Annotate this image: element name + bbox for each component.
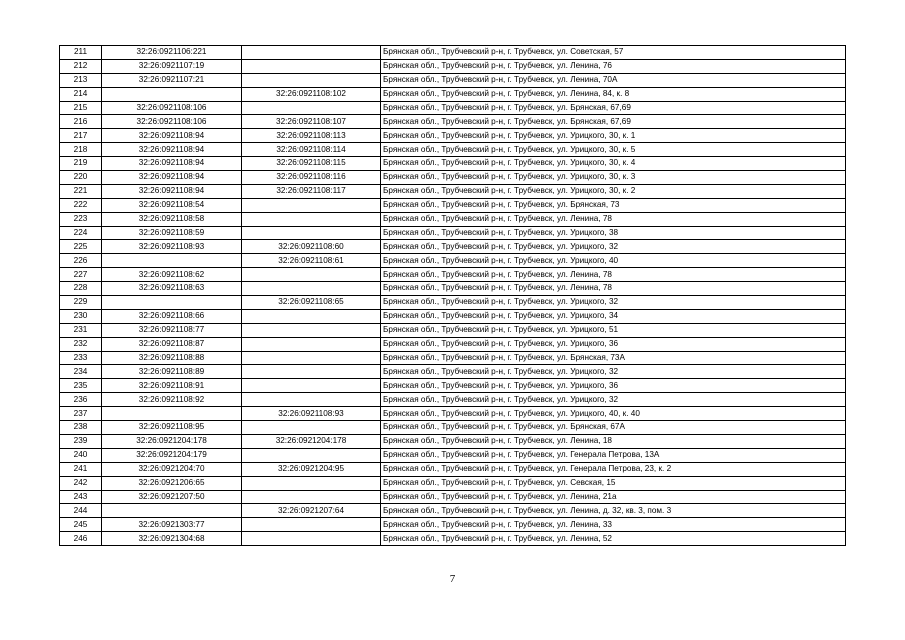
row-number-cell: 238 bbox=[60, 421, 102, 435]
address-cell: Брянская обл., Трубчевский р-н, г. Трубчевск, ул. Урицкого, 51 bbox=[381, 323, 846, 337]
table-row bbox=[60, 226, 846, 240]
cadastral-number-cell: 32:26:0921204:178 bbox=[102, 434, 242, 448]
row-number-cell: 225 bbox=[60, 240, 102, 254]
cadastral-number-cell: 32:26:0921304:68 bbox=[102, 532, 242, 546]
row-number-cell: 230 bbox=[60, 309, 102, 323]
address-cell: Брянская обл., Трубчевский р-н, г. Трубчевск, ул. Урицкого, 32 bbox=[381, 296, 846, 310]
cadastral-number-cell: 32:26:0921108:91 bbox=[102, 379, 242, 393]
table-row bbox=[60, 421, 846, 435]
address-cell: Брянская обл., Трубчевский р-н, г. Трубчевск, ул. Брянская, 67,69 bbox=[381, 115, 846, 129]
row-number-cell: 224 bbox=[60, 226, 102, 240]
linked-cadastral-number-cell bbox=[242, 365, 381, 379]
linked-cadastral-number-cell: 32:26:0921108:114 bbox=[242, 143, 381, 157]
linked-cadastral-number-cell bbox=[242, 198, 381, 212]
linked-cadastral-number-cell bbox=[242, 226, 381, 240]
linked-cadastral-number-cell bbox=[242, 448, 381, 462]
row-number-cell: 215 bbox=[60, 101, 102, 115]
row-number-cell: 234 bbox=[60, 365, 102, 379]
row-number-cell: 226 bbox=[60, 254, 102, 268]
cadastral-number-cell bbox=[102, 407, 242, 421]
cadastral-number-cell: 32:26:0921108:54 bbox=[102, 198, 242, 212]
address-cell: Брянская обл., Трубчевский р-н, г. Трубчевск, ул. Ленина, д. 32, кв. 3, пом. 3 bbox=[381, 504, 846, 518]
cadastral-number-cell: 32:26:0921108:106 bbox=[102, 115, 242, 129]
cadastral-number-cell: 32:26:0921108:93 bbox=[102, 240, 242, 254]
table-row bbox=[60, 184, 846, 198]
table-row bbox=[60, 157, 846, 171]
address-cell: Брянская обл., Трубчевский р-н, г. Трубчевск, ул. Советская, 57 bbox=[381, 46, 846, 60]
row-number-cell: 220 bbox=[60, 171, 102, 185]
table-row bbox=[60, 101, 846, 115]
table-row bbox=[60, 73, 846, 87]
cadastral-number-cell bbox=[102, 254, 242, 268]
linked-cadastral-number-cell bbox=[242, 337, 381, 351]
address-cell: Брянская обл., Трубчевский р-н, г. Трубчевск, ул. Ленина, 21а bbox=[381, 490, 846, 504]
address-cell: Брянская обл., Трубчевский р-н, г. Трубчевск, ул. Урицкого, 34 bbox=[381, 309, 846, 323]
row-number-cell: 223 bbox=[60, 212, 102, 226]
table-row bbox=[60, 59, 846, 73]
table-row bbox=[60, 198, 846, 212]
cadastral-number-cell: 32:26:0921207:50 bbox=[102, 490, 242, 504]
table-row bbox=[60, 393, 846, 407]
linked-cadastral-number-cell bbox=[242, 476, 381, 490]
cadastral-number-cell: 32:26:0921108:106 bbox=[102, 101, 242, 115]
linked-cadastral-number-cell: 32:26:0921108:113 bbox=[242, 129, 381, 143]
registry-table-body bbox=[60, 46, 846, 546]
row-number-cell: 219 bbox=[60, 157, 102, 171]
cadastral-number-cell bbox=[102, 504, 242, 518]
page-number: 7 bbox=[449, 573, 456, 585]
cadastral-number-cell: 32:26:0921107:19 bbox=[102, 59, 242, 73]
row-number-cell: 236 bbox=[60, 393, 102, 407]
linked-cadastral-number-cell bbox=[242, 421, 381, 435]
table-row bbox=[60, 351, 846, 365]
table-row bbox=[60, 476, 846, 490]
row-number-cell: 235 bbox=[60, 379, 102, 393]
table-row bbox=[60, 490, 846, 504]
linked-cadastral-number-cell bbox=[242, 323, 381, 337]
cadastral-number-cell: 32:26:0921204:70 bbox=[102, 462, 242, 476]
linked-cadastral-number-cell bbox=[242, 101, 381, 115]
address-cell: Брянская обл., Трубчевский р-н, г. Трубчевск, ул. Урицкого, 30, к. 2 bbox=[381, 184, 846, 198]
table-row bbox=[60, 504, 846, 518]
address-cell: Брянская обл., Трубчевский р-н, г. Трубчевск, ул. Урицкого, 30, к. 1 bbox=[381, 129, 846, 143]
cadastral-number-cell: 32:26:0921108:58 bbox=[102, 212, 242, 226]
registry-table bbox=[59, 45, 846, 546]
address-cell: Брянская обл., Трубчевский р-н, г. Трубчевск, ул. Ленина, 52 bbox=[381, 532, 846, 546]
table-row bbox=[60, 254, 846, 268]
row-number-cell: 246 bbox=[60, 532, 102, 546]
table-row bbox=[60, 268, 846, 282]
linked-cadastral-number-cell bbox=[242, 73, 381, 87]
row-number-cell: 243 bbox=[60, 490, 102, 504]
table-row bbox=[60, 282, 846, 296]
address-cell: Брянская обл., Трубчевский р-н, г. Трубчевск, ул. Ленина, 33 bbox=[381, 518, 846, 532]
address-cell: Брянская обл., Трубчевский р-н, г. Трубчевск, ул. Ленина, 78 bbox=[381, 212, 846, 226]
table-row bbox=[60, 462, 846, 476]
linked-cadastral-number-cell bbox=[242, 309, 381, 323]
table-row bbox=[60, 337, 846, 351]
address-cell: Брянская обл., Трубчевский р-н, г. Трубчевск, ул. Урицкого, 32 bbox=[381, 365, 846, 379]
table-row bbox=[60, 448, 846, 462]
row-number-cell: 216 bbox=[60, 115, 102, 129]
row-number-cell: 245 bbox=[60, 518, 102, 532]
cadastral-number-cell: 32:26:0921106:221 bbox=[102, 46, 242, 60]
linked-cadastral-number-cell: 32:26:0921108:60 bbox=[242, 240, 381, 254]
table-row bbox=[60, 115, 846, 129]
linked-cadastral-number-cell bbox=[242, 532, 381, 546]
linked-cadastral-number-cell: 32:26:0921108:61 bbox=[242, 254, 381, 268]
cadastral-number-cell: 32:26:0921108:63 bbox=[102, 282, 242, 296]
table-row bbox=[60, 171, 846, 185]
cadastral-number-cell: 32:26:0921108:89 bbox=[102, 365, 242, 379]
address-cell: Брянская обл., Трубчевский р-н, г. Трубчевск, ул. Ленина, 70А bbox=[381, 73, 846, 87]
linked-cadastral-number-cell bbox=[242, 351, 381, 365]
address-cell: Брянская обл., Трубчевский р-н, г. Трубчевск, ул. Урицкого, 30, к. 4 bbox=[381, 157, 846, 171]
linked-cadastral-number-cell bbox=[242, 282, 381, 296]
row-number-cell: 232 bbox=[60, 337, 102, 351]
cadastral-number-cell: 32:26:0921108:62 bbox=[102, 268, 242, 282]
cadastral-number-cell: 32:26:0921107:21 bbox=[102, 73, 242, 87]
row-number-cell: 237 bbox=[60, 407, 102, 421]
table-row bbox=[60, 87, 846, 101]
linked-cadastral-number-cell bbox=[242, 518, 381, 532]
row-number-cell: 222 bbox=[60, 198, 102, 212]
cadastral-number-cell: 32:26:0921108:94 bbox=[102, 171, 242, 185]
cadastral-number-cell: 32:26:0921108:95 bbox=[102, 421, 242, 435]
cadastral-number-cell: 32:26:0921108:66 bbox=[102, 309, 242, 323]
row-number-cell: 233 bbox=[60, 351, 102, 365]
cadastral-number-cell: 32:26:0921206:65 bbox=[102, 476, 242, 490]
address-cell: Брянская обл., Трубчевский р-н, г. Трубчевск, ул. Урицкого, 36 bbox=[381, 379, 846, 393]
address-cell: Брянская обл., Трубчевский р-н, г. Трубчевск, ул. Урицкого, 38 bbox=[381, 226, 846, 240]
table-row bbox=[60, 518, 846, 532]
cadastral-number-cell: 32:26:0921108:94 bbox=[102, 157, 242, 171]
cadastral-number-cell: 32:26:0921108:94 bbox=[102, 143, 242, 157]
table-row bbox=[60, 365, 846, 379]
address-cell: Брянская обл., Трубчевский р-н, г. Трубчевск, ул. Генерала Петрова, 13А bbox=[381, 448, 846, 462]
row-number-cell: 242 bbox=[60, 476, 102, 490]
row-number-cell: 240 bbox=[60, 448, 102, 462]
cadastral-number-cell: 32:26:0921108:94 bbox=[102, 184, 242, 198]
address-cell: Брянская обл., Трубчевский р-н, г. Трубчевск, ул. Урицкого, 32 bbox=[381, 393, 846, 407]
table-row bbox=[60, 379, 846, 393]
linked-cadastral-number-cell: 32:26:0921108:115 bbox=[242, 157, 381, 171]
table-row bbox=[60, 323, 846, 337]
row-number-cell: 228 bbox=[60, 282, 102, 296]
row-number-cell: 217 bbox=[60, 129, 102, 143]
address-cell: Брянская обл., Трубчевский р-н, г. Трубчевск, ул. Урицкого, 40 bbox=[381, 254, 846, 268]
row-number-cell: 241 bbox=[60, 462, 102, 476]
linked-cadastral-number-cell bbox=[242, 379, 381, 393]
address-cell: Брянская обл., Трубчевский р-н, г. Трубчевск, ул. Ленина, 78 bbox=[381, 268, 846, 282]
cadastral-number-cell: 32:26:0921303:77 bbox=[102, 518, 242, 532]
cadastral-number-cell: 32:26:0921108:92 bbox=[102, 393, 242, 407]
address-cell: Брянская обл., Трубчевский р-н, г. Трубчевск, ул. Урицкого, 30, к. 3 bbox=[381, 171, 846, 185]
table-row bbox=[60, 407, 846, 421]
address-cell: Брянская обл., Трубчевский р-н, г. Трубчевск, ул. Брянская, 67А bbox=[381, 421, 846, 435]
cadastral-number-cell bbox=[102, 87, 242, 101]
cadastral-number-cell: 32:26:0921108:59 bbox=[102, 226, 242, 240]
cadastral-number-cell: 32:26:0921108:88 bbox=[102, 351, 242, 365]
linked-cadastral-number-cell: 32:26:0921108:102 bbox=[242, 87, 381, 101]
row-number-cell: 231 bbox=[60, 323, 102, 337]
row-number-cell: 218 bbox=[60, 143, 102, 157]
address-cell: Брянская обл., Трубчевский р-н, г. Трубчевск, ул. Брянская, 73 bbox=[381, 198, 846, 212]
row-number-cell: 214 bbox=[60, 87, 102, 101]
address-cell: Брянская обл., Трубчевский р-н, г. Трубчевск, ул. Ленина, 76 bbox=[381, 59, 846, 73]
cadastral-number-cell: 32:26:0921204:179 bbox=[102, 448, 242, 462]
linked-cadastral-number-cell: 32:26:0921207:64 bbox=[242, 504, 381, 518]
linked-cadastral-number-cell bbox=[242, 268, 381, 282]
table-row bbox=[60, 434, 846, 448]
address-cell: Брянская обл., Трубчевский р-н, г. Трубчевск, ул. Брянская, 73А bbox=[381, 351, 846, 365]
table-row bbox=[60, 296, 846, 310]
row-number-cell: 229 bbox=[60, 296, 102, 310]
linked-cadastral-number-cell: 32:26:0921108:93 bbox=[242, 407, 381, 421]
row-number-cell: 213 bbox=[60, 73, 102, 87]
address-cell: Брянская обл., Трубчевский р-н, г. Трубчевск, ул. Ленина, 18 bbox=[381, 434, 846, 448]
table-row bbox=[60, 46, 846, 60]
linked-cadastral-number-cell: 32:26:0921204:178 bbox=[242, 434, 381, 448]
table-row bbox=[60, 212, 846, 226]
address-cell: Брянская обл., Трубчевский р-н, г. Трубчевск, ул. Севская, 15 bbox=[381, 476, 846, 490]
table-row bbox=[60, 309, 846, 323]
linked-cadastral-number-cell: 32:26:0921108:116 bbox=[242, 171, 381, 185]
row-number-cell: 244 bbox=[60, 504, 102, 518]
cadastral-number-cell bbox=[102, 296, 242, 310]
cadastral-number-cell: 32:26:0921108:87 bbox=[102, 337, 242, 351]
linked-cadastral-number-cell bbox=[242, 393, 381, 407]
linked-cadastral-number-cell bbox=[242, 59, 381, 73]
linked-cadastral-number-cell: 32:26:0921108:65 bbox=[242, 296, 381, 310]
row-number-cell: 239 bbox=[60, 434, 102, 448]
address-cell: Брянская обл., Трубчевский р-н, г. Трубчевск, ул. Урицкого, 30, к. 5 bbox=[381, 143, 846, 157]
linked-cadastral-number-cell: 32:26:0921204:95 bbox=[242, 462, 381, 476]
address-cell: Брянская обл., Трубчевский р-н, г. Трубчевск, ул. Ленина, 78 bbox=[381, 282, 846, 296]
table-row bbox=[60, 143, 846, 157]
row-number-cell: 211 bbox=[60, 46, 102, 60]
address-cell: Брянская обл., Трубчевский р-н, г. Трубчевск, ул. Ленина, 84, к. 8 bbox=[381, 87, 846, 101]
table-row bbox=[60, 532, 846, 546]
linked-cadastral-number-cell: 32:26:0921108:107 bbox=[242, 115, 381, 129]
row-number-cell: 212 bbox=[60, 59, 102, 73]
address-cell: Брянская обл., Трубчевский р-н, г. Трубчевск, ул. Урицкого, 36 bbox=[381, 337, 846, 351]
address-cell: Брянская обл., Трубчевский р-н, г. Трубчевск, ул. Урицкого, 32 bbox=[381, 240, 846, 254]
address-cell: Брянская обл., Трубчевский р-н, г. Трубчевск, ул. Урицкого, 40, к. 40 bbox=[381, 407, 846, 421]
cadastral-number-cell: 32:26:0921108:77 bbox=[102, 323, 242, 337]
address-cell: Брянская обл., Трубчевский р-н, г. Трубчевск, ул. Генерала Петрова, 23, к. 2 bbox=[381, 462, 846, 476]
cadastral-number-cell: 32:26:0921108:94 bbox=[102, 129, 242, 143]
linked-cadastral-number-cell bbox=[242, 46, 381, 60]
row-number-cell: 227 bbox=[60, 268, 102, 282]
linked-cadastral-number-cell bbox=[242, 490, 381, 504]
linked-cadastral-number-cell: 32:26:0921108:117 bbox=[242, 184, 381, 198]
address-cell: Брянская обл., Трубчевский р-н, г. Трубчевск, ул. Брянская, 67,69 bbox=[381, 101, 846, 115]
table-row bbox=[60, 240, 846, 254]
table-row bbox=[60, 129, 846, 143]
linked-cadastral-number-cell bbox=[242, 212, 381, 226]
row-number-cell: 221 bbox=[60, 184, 102, 198]
